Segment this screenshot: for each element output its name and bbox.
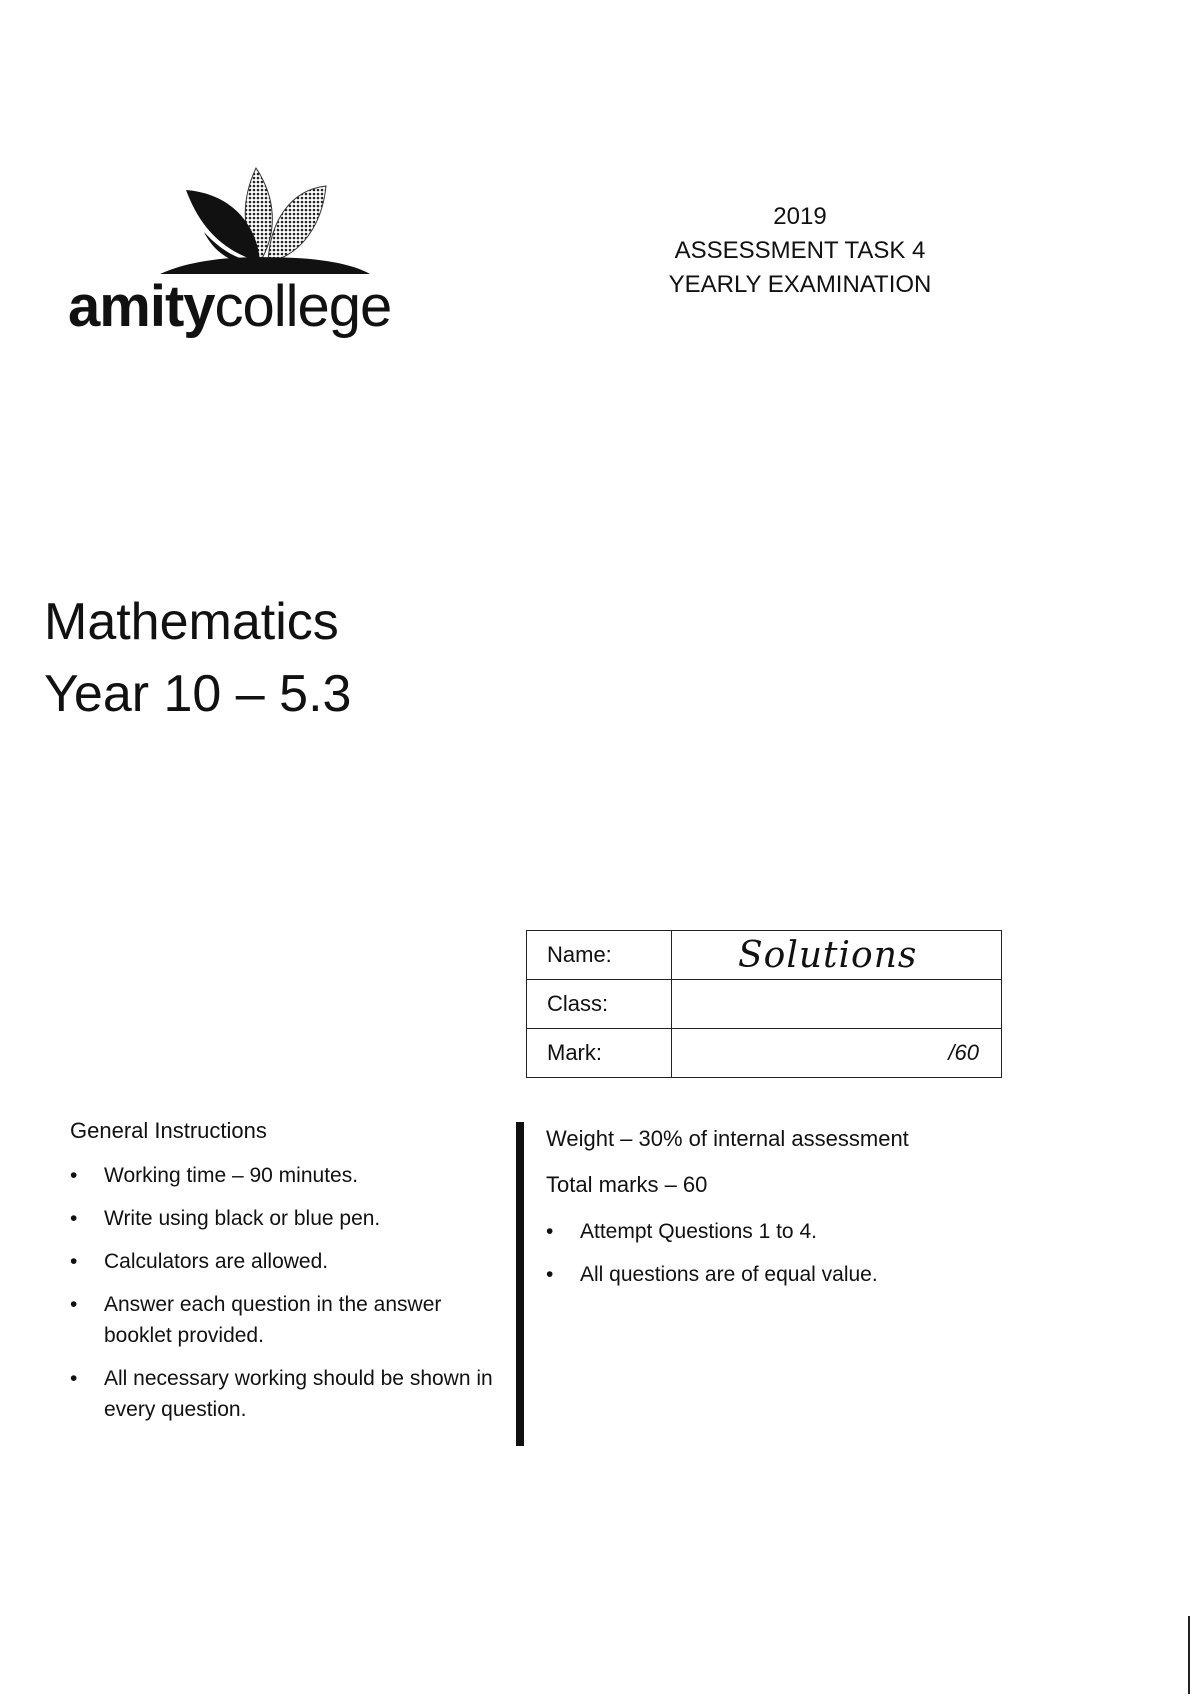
mark-total: /60	[948, 1040, 979, 1065]
weight-text: Weight – 30% of internal assessment	[546, 1126, 909, 1151]
student-details-table	[526, 930, 1002, 1078]
list-item: • Write using black or blue pen.	[70, 1203, 510, 1234]
list-item: • Attempt Questions 1 to 4.	[546, 1216, 1046, 1247]
name-value: Solutions	[738, 934, 918, 976]
list-item: • Calculators are allowed.	[70, 1246, 510, 1277]
assessment-task: ASSESSMENT TASK 4	[674, 237, 926, 264]
list-item: • All necessary working should be shown in every question.	[70, 1363, 510, 1425]
exam-header	[620, 200, 980, 302]
scan-edge-line	[1188, 1616, 1190, 1694]
subject-level: Year 10 – 5.3	[44, 665, 352, 723]
total-marks-text: Total marks – 60	[546, 1172, 708, 1197]
list-item: • Answer each question in the answer booklet provided.	[70, 1289, 510, 1351]
wordmark-light: college	[214, 274, 392, 339]
assessment-list	[546, 1216, 1046, 1290]
subject-title: Mathematics	[44, 593, 339, 651]
list-item: • Working time – 90 minutes.	[70, 1160, 510, 1191]
general-instructions	[70, 1118, 510, 1437]
mark-label: Mark:	[527, 1029, 672, 1078]
instructions-heading: General Instructions	[70, 1118, 267, 1143]
exam-year: 2019	[773, 203, 827, 230]
exam-type: YEARLY EXAMINATION	[668, 271, 932, 298]
assessment-info	[546, 1124, 1046, 1302]
name-field[interactable]	[672, 931, 1002, 980]
column-divider	[516, 1122, 524, 1446]
lotus-leaves-icon	[160, 160, 370, 275]
instructions-list	[70, 1160, 510, 1425]
subject-title-block	[44, 586, 351, 730]
name-label: Name:	[527, 931, 672, 980]
list-item: • All questions are of equal value.	[546, 1259, 1046, 1290]
class-row	[527, 980, 1002, 1029]
class-label: Class:	[527, 980, 672, 1029]
college-wordmark	[68, 274, 392, 339]
wordmark-bold: amity	[68, 274, 215, 339]
class-field[interactable]	[672, 980, 1002, 1029]
name-row	[527, 931, 1002, 980]
mark-field[interactable]	[672, 1029, 1002, 1078]
college-logo	[68, 160, 468, 350]
mark-row	[527, 1029, 1002, 1078]
